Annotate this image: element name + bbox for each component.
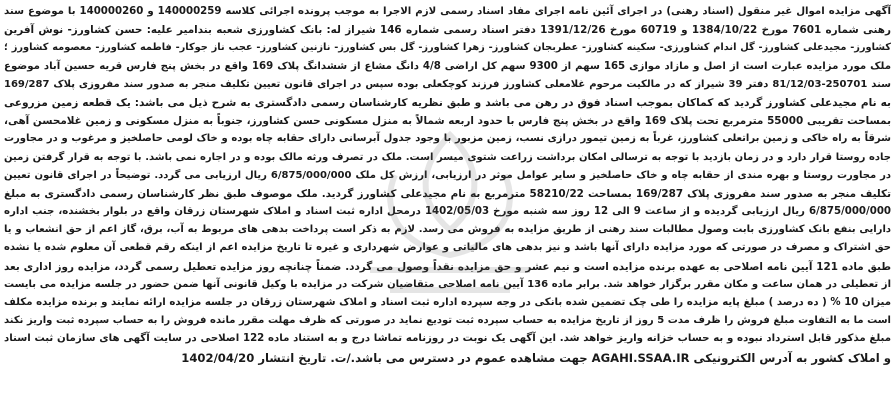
- notice-line: تکلیف منجر به صدور سند مفروزی پلاک 169/287 بمساحت 58210/22 مترمربع به نام مجیدعلی کشاورز گردید. ملک موصوف طبق نظر کارشناسان رسمی دادگستری به مبلغ: [4, 187, 891, 200]
- notice-line: ملک مورد مزایده عبارت است از اصل و مازاد موازی 165 سهم از 9300 سهم کل اراضی 4/8 دانگ مشاع از ششدانگ پلاک 169 واقع در بخش پنج فارس قریه حسین آباد موضوع: [4, 60, 891, 72]
- notice-line: به نام مجیدعلی کشاورز گردید که کماکان بموجب اسناد فوق در رهن می باشد و طبق نظریه کارشناسان رسمی دادگستری به شرح ذیل می باشد: یک قطعه زمین مزروعی: [4, 96, 891, 109]
- notice-line: طبق ماده 121 آیین نامه اصلاحی به عهده برنده مزایده است و نیم عشر و حق مزایده نقداً وصول می گردد. ضمناً چنانچه روز مزایده تعطیل رسمی گردد، مزایده روز اداری بعد: [4, 260, 891, 273]
- notice-line: جاده روستا قرار دارد و در زمان بازدید با توجه به ترسالی امکان برداشت زراعت شتوی میسر است. ملک در تصرف ورثه مالک بوده و در اجاره نمی باشد. با توجه به قرار گرفتن زمین: [4, 151, 891, 163]
- notice-line: در مجاورت روستا و بهره مندی از حقابه چاه و خاک حاصلخیز و سایر عوامل موثر در ارزیابی، ارزش کل ملک 6/875/000/000 ریال ارزیابی می گردد. توضیحاً در اجرای قانون تعیین: [4, 169, 891, 181]
- notice-line: سند 250701-81/12/03 دفتر 39 شیراز که در مالکیت مرحوم غلامعلی کشاورز فرزند کوچکعلی بوده سپس در اجرای قانون تعیین تکلیف منجر به صدور سند مفروزی پلاک 169/287: [4, 78, 891, 90]
- notice-line: شرقاً به راه خاکی و زمین براتعلی کشاورز، غرباً به زمین تیمور درازی نسب، زمین مزبور با وجود جدول آبرسانی دارای حقابه چاه بوده و خاک لومی حاصلخیز و مرغوب و در مجاورت: [4, 133, 891, 145]
- notice-line: آگهی مزایده اموال غیر منقول (اسناد رهنی) در اجرای آئین نامه اجرای مفاد اسناد رسمی لازم الاجرا به موجب پرونده اجرائی کلاسه 140000259 و 140000260 با موضوع سند: [4, 6, 891, 17]
- notice-line: رهنی شماره 7601 مورخ 1384/10/22 و 60719 مورخ 1391/12/26 دفتر اسناد رسمی شماره 146 شیراز له: بانک کشاورزی شعبه بندامیر علیه: حسن کشاورز- نوش آفرین: [4, 24, 891, 37]
- notice-line: میزان 10 % ( ده درصد ) مبلغ پایه مزایده را طی چک تضمین شده بانکی در وجه سپرده اداره ثبت اسناد و املاک شهرستان زرقان در جلسه مزایده ارائه نمایند و برنده مزایده مکلف: [4, 297, 891, 308]
- notice-line: دارایی بنفع بانک کشاورزی بابت وصول مطالبات سند رهنی از طریق مزایده به فروش می رسد. لازم به ذکر است پرداخت بدهی های مربوط به آب، برق، گاز اعم از حق انشعاب و یا: [4, 224, 891, 236]
- notice-line: مبلغ مذکور قابل استرداد نبوده و به حساب خزانه واریز خواهد شد. این آگهی یک نوبت در روزنامه تماشا درج و به استناد ماده 122 اصلاحی در سایت آگهی های سازمان ثبت اسناد: [4, 333, 891, 345]
- auction-notice-text: [4, 3, 891, 367]
- notice-line: حق اشتراک و مصرف در صورتی که مورد مزایده دارای آنها باشد و نیز بدهی های مالیاتی و عوارض شهرداری و غیره تا تاریخ مزایده اعم از اینکه رقم قطعی آن معلوم شده یا نشده: [4, 242, 891, 254]
- notice-line: از تعطیلی در همان ساعت و مکان مقرر برگزار خواهد شد. برابر ماده 136 آیین نامه اصلاحی متقاضیان شرکت در مزایده با وکیل قانونی آنها ضمن حضور در جلسه مزایده می بایست: [4, 278, 891, 290]
- notice-line: و املاک کشور به آدرس الکترونیکی AGAHI.SSAA.IR جهت مشاهده عموم در دسترس می باشد./ت. تاریخ انتشار 1402/04/20: [181, 350, 891, 365]
- notice-line: است ما به التفاوت مبلغ فروش را ظرف مدت 5 روز از تاریخ مزایده به حساب سپرده ثبت تودیع نماید در صورتی که ظرف مهلت مقرر مانده فروش را به حساب سپرده ثبت واریز نکند: [4, 315, 891, 327]
- notice-line: 6/875/000/000 ریال ارزیابی گردیده و از ساعت 9 الی 12 روز سه شنبه مورخ 1402/05/03 درمحل اداره ثبت اسناد و املاک شهرستان زرقان واقع در بلوار بخشنده، جنب اداره: [4, 206, 891, 218]
- notice-line: بمساحت تقریبی 55000 مترمربع تحت پلاک 169 واقع در بخش پنج فارس با حدود اربعه شمالاً به منزل مسکونی حسن کشاورز، جنوباً به منزل مسکونی و زمین غلامحسن آهی،: [4, 115, 891, 128]
- notice-line: کشاورز- مجیدعلی کشاورز- گل اندام کشاورزی- سکینه کشاورز- عطربجان کشاورز- زهرا کشاورز- گل بس کشاورز- نازنین کشاورز- عجب ناز جوکار- فاطمه کشاورز- معصومه کشاورز ؛: [4, 42, 891, 54]
